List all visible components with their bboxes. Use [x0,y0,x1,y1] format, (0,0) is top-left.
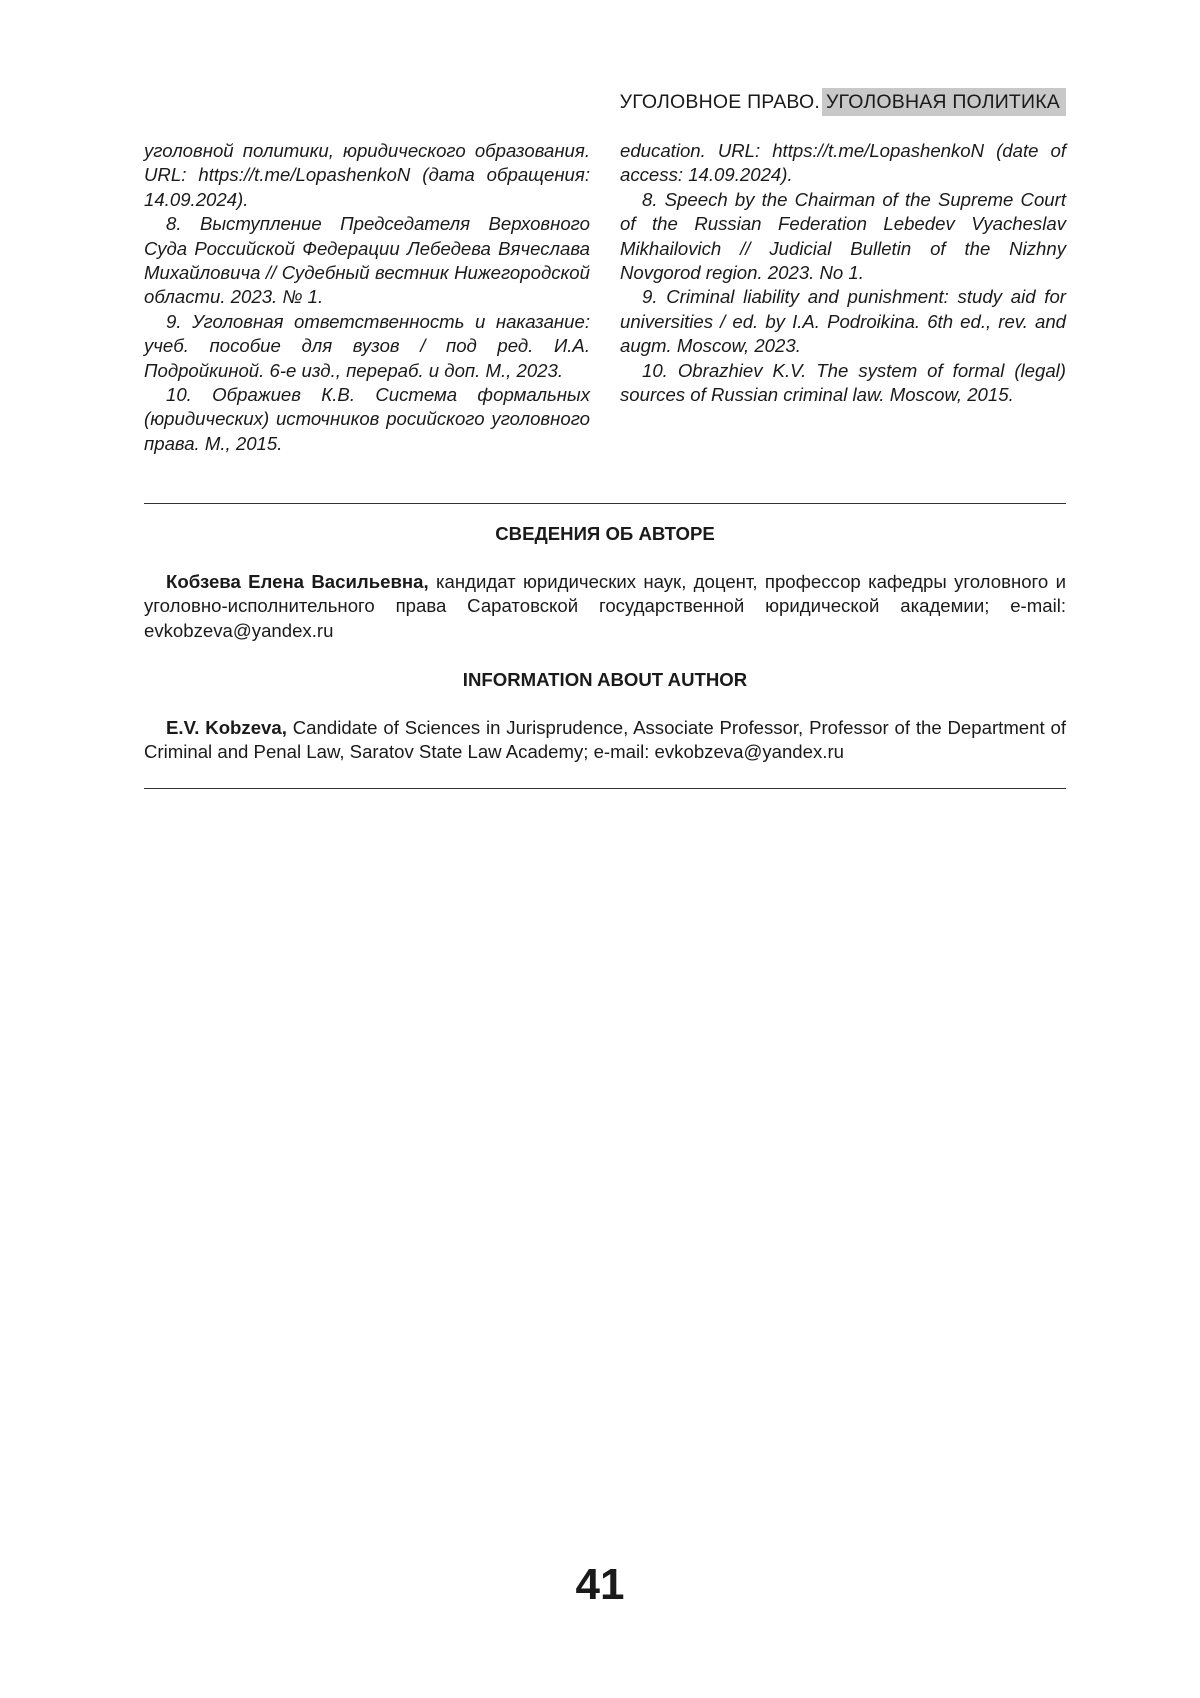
reference-en-9: 9. Criminal liability and punishment: study aid for universities / ed. by I.A. Podroikina. 6th ed., rev. and augm. Moscow, 2023. [620,286,1066,357]
reference-en-8: 8. Speech by the Chairman of the Supreme Court of the Russian Federation Lebedev Vyacheslav Mikhailovich // Judicial Bulletin of the Nizhny Novgorod region. 2023. No 1. [620,188,1066,284]
author-en-info [144,716,1066,765]
references-columns [144,139,1066,456]
author-ru-name: Кобзева Елена Васильевна, [166,571,429,592]
divider-bottom [144,788,1066,789]
author-ru-text: кандидат юридических наук, доцент, профессор кафедры уголовного и уголовно-исполнительного права Саратовской государственной юридической академии; e-mail: evkobzeva@yandex.ru [144,571,1066,641]
author-en-name: E.V. Kobzeva, [166,717,287,738]
references-ru-column [144,139,590,456]
page-number: 41 [575,1560,625,1609]
running-header [616,88,1066,116]
header-section-left: УГОЛОВНОЕ ПРАВО. [619,91,820,113]
reference-ru-8: 8. Выступление Председателя Верховного Суда Российской Федерации Лебедева Вячеслава Михайловича // Судебный вестник Нижегородской области. 2023. № 1. [144,213,590,308]
reference-ru-9: 9. Уголовная ответственность и наказание: учеб. пособие для вузов / под ред. И.А. Подройкиной. 6-е изд., перераб. и доп. М., 2023. [144,310,590,381]
divider-top [144,503,1066,504]
reference-ru-10: 10. Ображиев К.В. Система формальных (юридических) источников росийского уголовного права. М., 2015. [144,384,590,454]
reference-ru-continued: уголовной политики, юридического образования. URL: https://t.me/LopashenkoN (дата обращения: 14.09.2024). [144,140,590,210]
references-en-column [620,139,1066,456]
author-ru-info [144,570,1066,643]
reference-en-continued: education. URL: https://t.me/LopashenkoN (date of access: 14.09.2024). [620,140,1066,186]
author-en-title: INFORMATION ABOUT AUTHOR [462,669,748,690]
header-section-right: УГОЛОВНАЯ ПОЛИТИКА [822,88,1066,116]
author-ru-title: СВЕДЕНИЯ ОБ АВТОРЕ [495,523,715,544]
author-en-text: Candidate of Sciences in Jurisprudence, Associate Professor, Professor of the Department of Criminal and Penal Law, Saratov State Law Academy; e-mail: evkobzeva@yandex.ru [144,717,1066,763]
reference-en-10: 10. Obrazhiev K.V. The system of formal (legal) sources of Russian criminal law. Moscow, 2015. [620,359,1066,406]
